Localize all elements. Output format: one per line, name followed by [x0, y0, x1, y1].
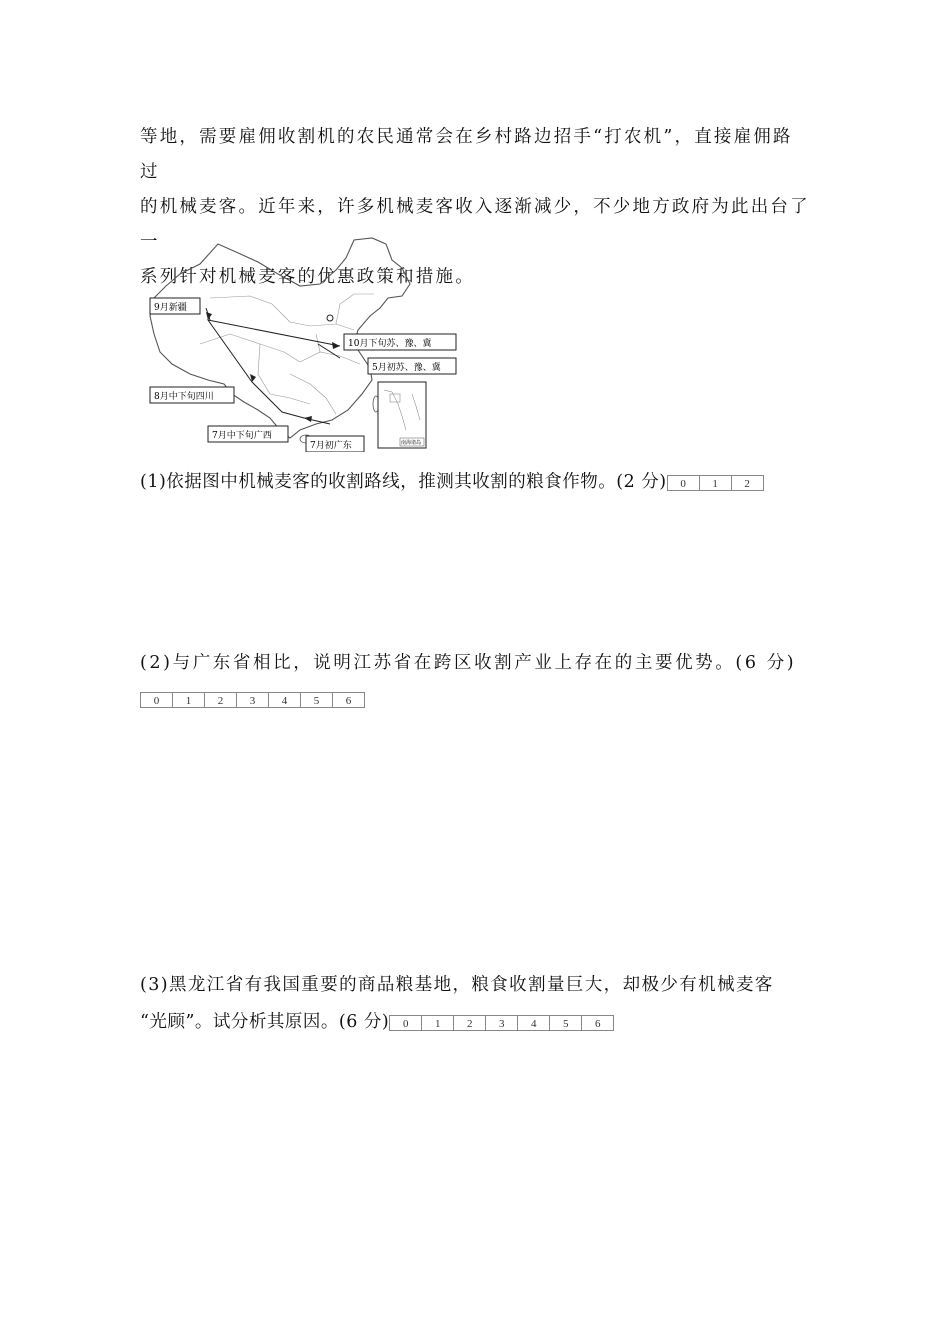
label-guangxi	[208, 426, 288, 442]
score-box-q3	[389, 1015, 614, 1031]
svg-text:南海诸岛: 南海诸岛	[401, 440, 422, 446]
beijing-marker	[327, 315, 333, 321]
score-cell[interactable]: 1	[173, 693, 205, 707]
score-cell[interactable]: 4	[269, 693, 301, 707]
svg-text:7月中下旬广西: 7月中下旬广西	[212, 431, 272, 441]
intro-line-1: 等地，需要雇佣收割机的农民通常会在乡村路边招手“打农机”，直接雇佣路过	[140, 127, 793, 182]
label-oct-su-yu-ji	[344, 334, 456, 350]
route-arrows	[206, 312, 340, 422]
question-2-text: (2)与广东省相比，说明江苏省在跨区收割产业上存在的主要优势。(6 分)	[140, 653, 797, 673]
score-cell[interactable]: 3	[486, 1016, 518, 1030]
score-cell[interactable]: 4	[518, 1016, 550, 1030]
svg-text:8月中下旬四川: 8月中下旬四川	[154, 392, 214, 402]
score-cell[interactable]: 0	[390, 1016, 422, 1030]
score-cell[interactable]: 1	[700, 476, 732, 490]
svg-text:5月初苏、豫、冀: 5月初苏、豫、冀	[372, 363, 441, 373]
score-cell[interactable]: 2	[454, 1016, 486, 1030]
score-cell[interactable]: 0	[141, 693, 173, 707]
label-guangdong	[306, 436, 364, 452]
score-cell[interactable]: 6	[595, 1017, 601, 1030]
score-cell[interactable]: 5	[301, 693, 333, 707]
score-cell[interactable]: 1	[422, 1016, 454, 1030]
question-2	[140, 648, 796, 678]
label-may-su-yu-ji	[368, 358, 456, 374]
score-cell[interactable]: 3	[237, 693, 269, 707]
svg-text:9月新疆: 9月新疆	[154, 303, 187, 313]
score-box-q1	[667, 475, 764, 491]
question-1-text: (1)依据图中机械麦客的收割路线，推测其收割的粮食作物。(2 分)	[140, 472, 667, 492]
question-3-line-1	[140, 970, 774, 1000]
score-cell[interactable]: 2	[205, 693, 237, 707]
svg-text:7月初广东: 7月初广东	[310, 441, 352, 451]
label-xinjiang	[150, 298, 200, 314]
score-box-q2	[140, 692, 365, 708]
score-cell[interactable]: 6	[345, 694, 352, 707]
label-sichuan	[150, 387, 234, 403]
score-cell[interactable]: 0	[668, 476, 700, 490]
south-china-sea-inset	[378, 382, 426, 448]
intro-line-2: 的机械麦客。近年来，许多机械麦客收入逐渐减少，不少地方政府为此出台了一	[140, 197, 810, 252]
question-3-text-line-1: (3)黑龙江省有我国重要的商品粮基地，粮食收割量巨大，却极少有机械麦客	[140, 975, 774, 995]
question-3-text-line-2: “光顾”。试分析其原因。(6 分)	[140, 1012, 390, 1032]
score-cell[interactable]: 5	[550, 1016, 582, 1030]
question-1	[140, 467, 764, 497]
score-cell[interactable]: 2	[744, 477, 750, 490]
harvest-route-map	[140, 234, 458, 452]
intro-line-3: 系列针对机械麦客的优惠政策和措施。	[140, 267, 475, 287]
question-3-line-2	[140, 1007, 614, 1037]
svg-text:10月下旬苏、豫、冀: 10月下旬苏、豫、冀	[348, 339, 432, 349]
